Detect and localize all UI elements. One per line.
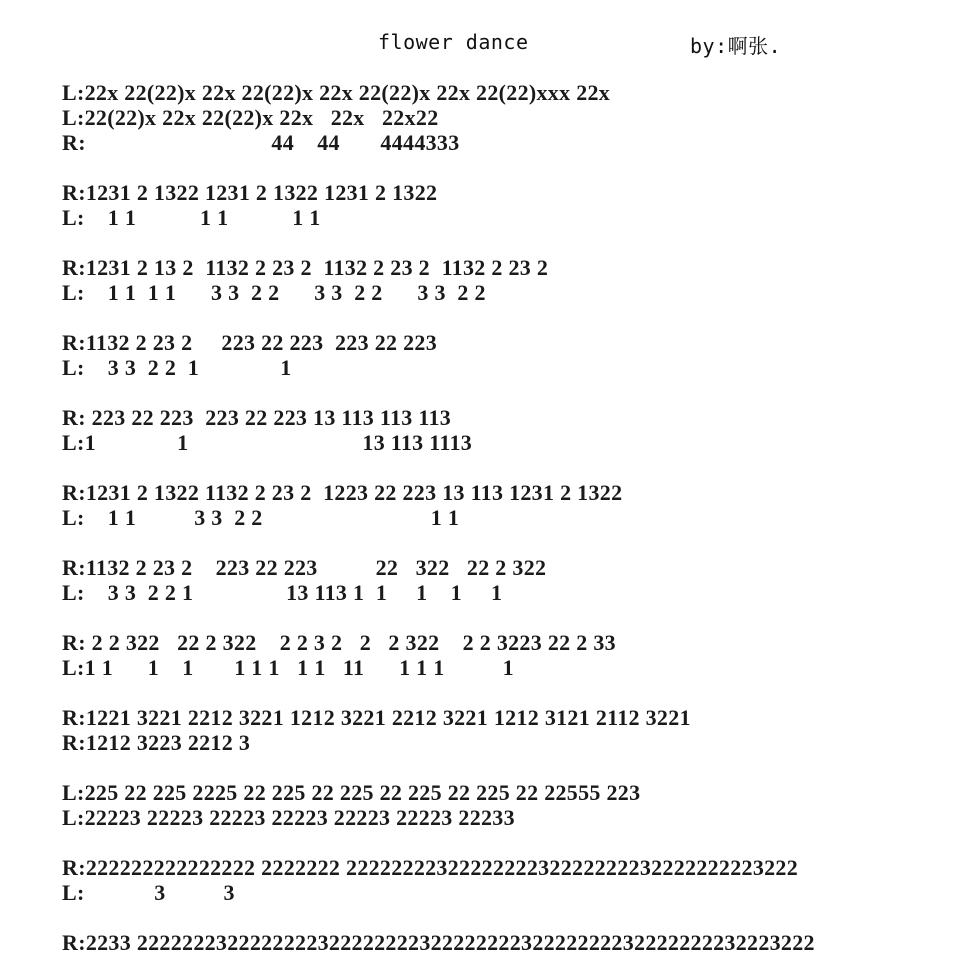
tab-block [62, 405, 952, 455]
tab-block [62, 180, 952, 230]
tab-line: L:22x 22(22)x 22x 22(22)x 22x 22(22)x 22x 22(22)xxx 22x [62, 80, 611, 105]
tab-line: R: 2 2 322 22 2 322 2 2 3 2 2 2 322 2 2 3223 22 2 33 [62, 630, 616, 655]
author-credit: by:啊张. [690, 34, 782, 58]
tab-line: L: 1 1 1 1 1 1 [62, 205, 321, 230]
tab-line: L:225 22 225 2225 22 225 22 225 22 225 22 225 22 22555 223 [62, 780, 641, 805]
tab-block [62, 705, 952, 755]
song-title: flower dance [378, 30, 529, 54]
tab-line: R: 223 22 223 223 22 223 13 113 113 113 [62, 405, 452, 430]
tab-line: L:1 1 1 1 1 1 1 1 1 11 1 1 1 1 [62, 655, 514, 680]
tab-line: L: 3 3 2 2 1 1 [62, 355, 292, 380]
tab-line: L:22223 22223 22223 22223 22223 22223 22233 [62, 805, 515, 830]
tab-line: R:1231 2 1322 1231 2 1322 1231 2 1322 [62, 180, 438, 205]
tab-block [62, 255, 952, 305]
tab-line: L:1 1 13 113 1113 [62, 430, 473, 455]
tab-block [62, 80, 952, 155]
tab-block [62, 930, 952, 955]
tab-block [62, 780, 952, 830]
tab-line: R:1221 3221 2212 3221 1212 3221 2212 3221 1212 3121 2112 3221 [62, 705, 691, 730]
tab-line: R: 44 44 4444333 [62, 130, 460, 155]
tab-block [62, 480, 952, 530]
tab-block [62, 555, 952, 605]
tab-line: R:1231 2 13 2 1132 2 23 2 1132 2 23 2 1132 2 23 2 [62, 255, 549, 280]
tab-line: R:2233 222222232222222232222222232222222232222222232222222232223222 [62, 930, 815, 955]
tab-line: R:222222222222222 2222222 2222222232222222232222222232222222223222 [62, 855, 799, 880]
tab-line: L: 1 1 3 3 2 2 1 1 [62, 505, 460, 530]
tab-line: L: 3 3 [62, 880, 235, 905]
tab-block [62, 855, 952, 905]
tab-block [62, 630, 952, 680]
tab-line: L:22(22)x 22x 22(22)x 22x 22x 22x22 [62, 105, 439, 130]
tab-line: R:1212 3223 2212 3 [62, 730, 251, 755]
tab-line: L: 1 1 1 1 3 3 2 2 3 3 2 2 3 3 2 2 [62, 280, 486, 305]
tab-line: L: 3 3 2 2 1 13 113 1 1 1 1 1 [62, 580, 503, 605]
tab-block [62, 330, 952, 380]
tab-line: R:1231 2 1322 1132 2 23 2 1223 22 223 13 113 1231 2 1322 [62, 480, 623, 505]
tab-line: R:1132 2 23 2 223 22 223 22 322 22 2 322 [62, 555, 547, 580]
tab-line: R:1132 2 23 2 223 22 223 223 22 223 [62, 330, 437, 355]
header [0, 30, 960, 58]
